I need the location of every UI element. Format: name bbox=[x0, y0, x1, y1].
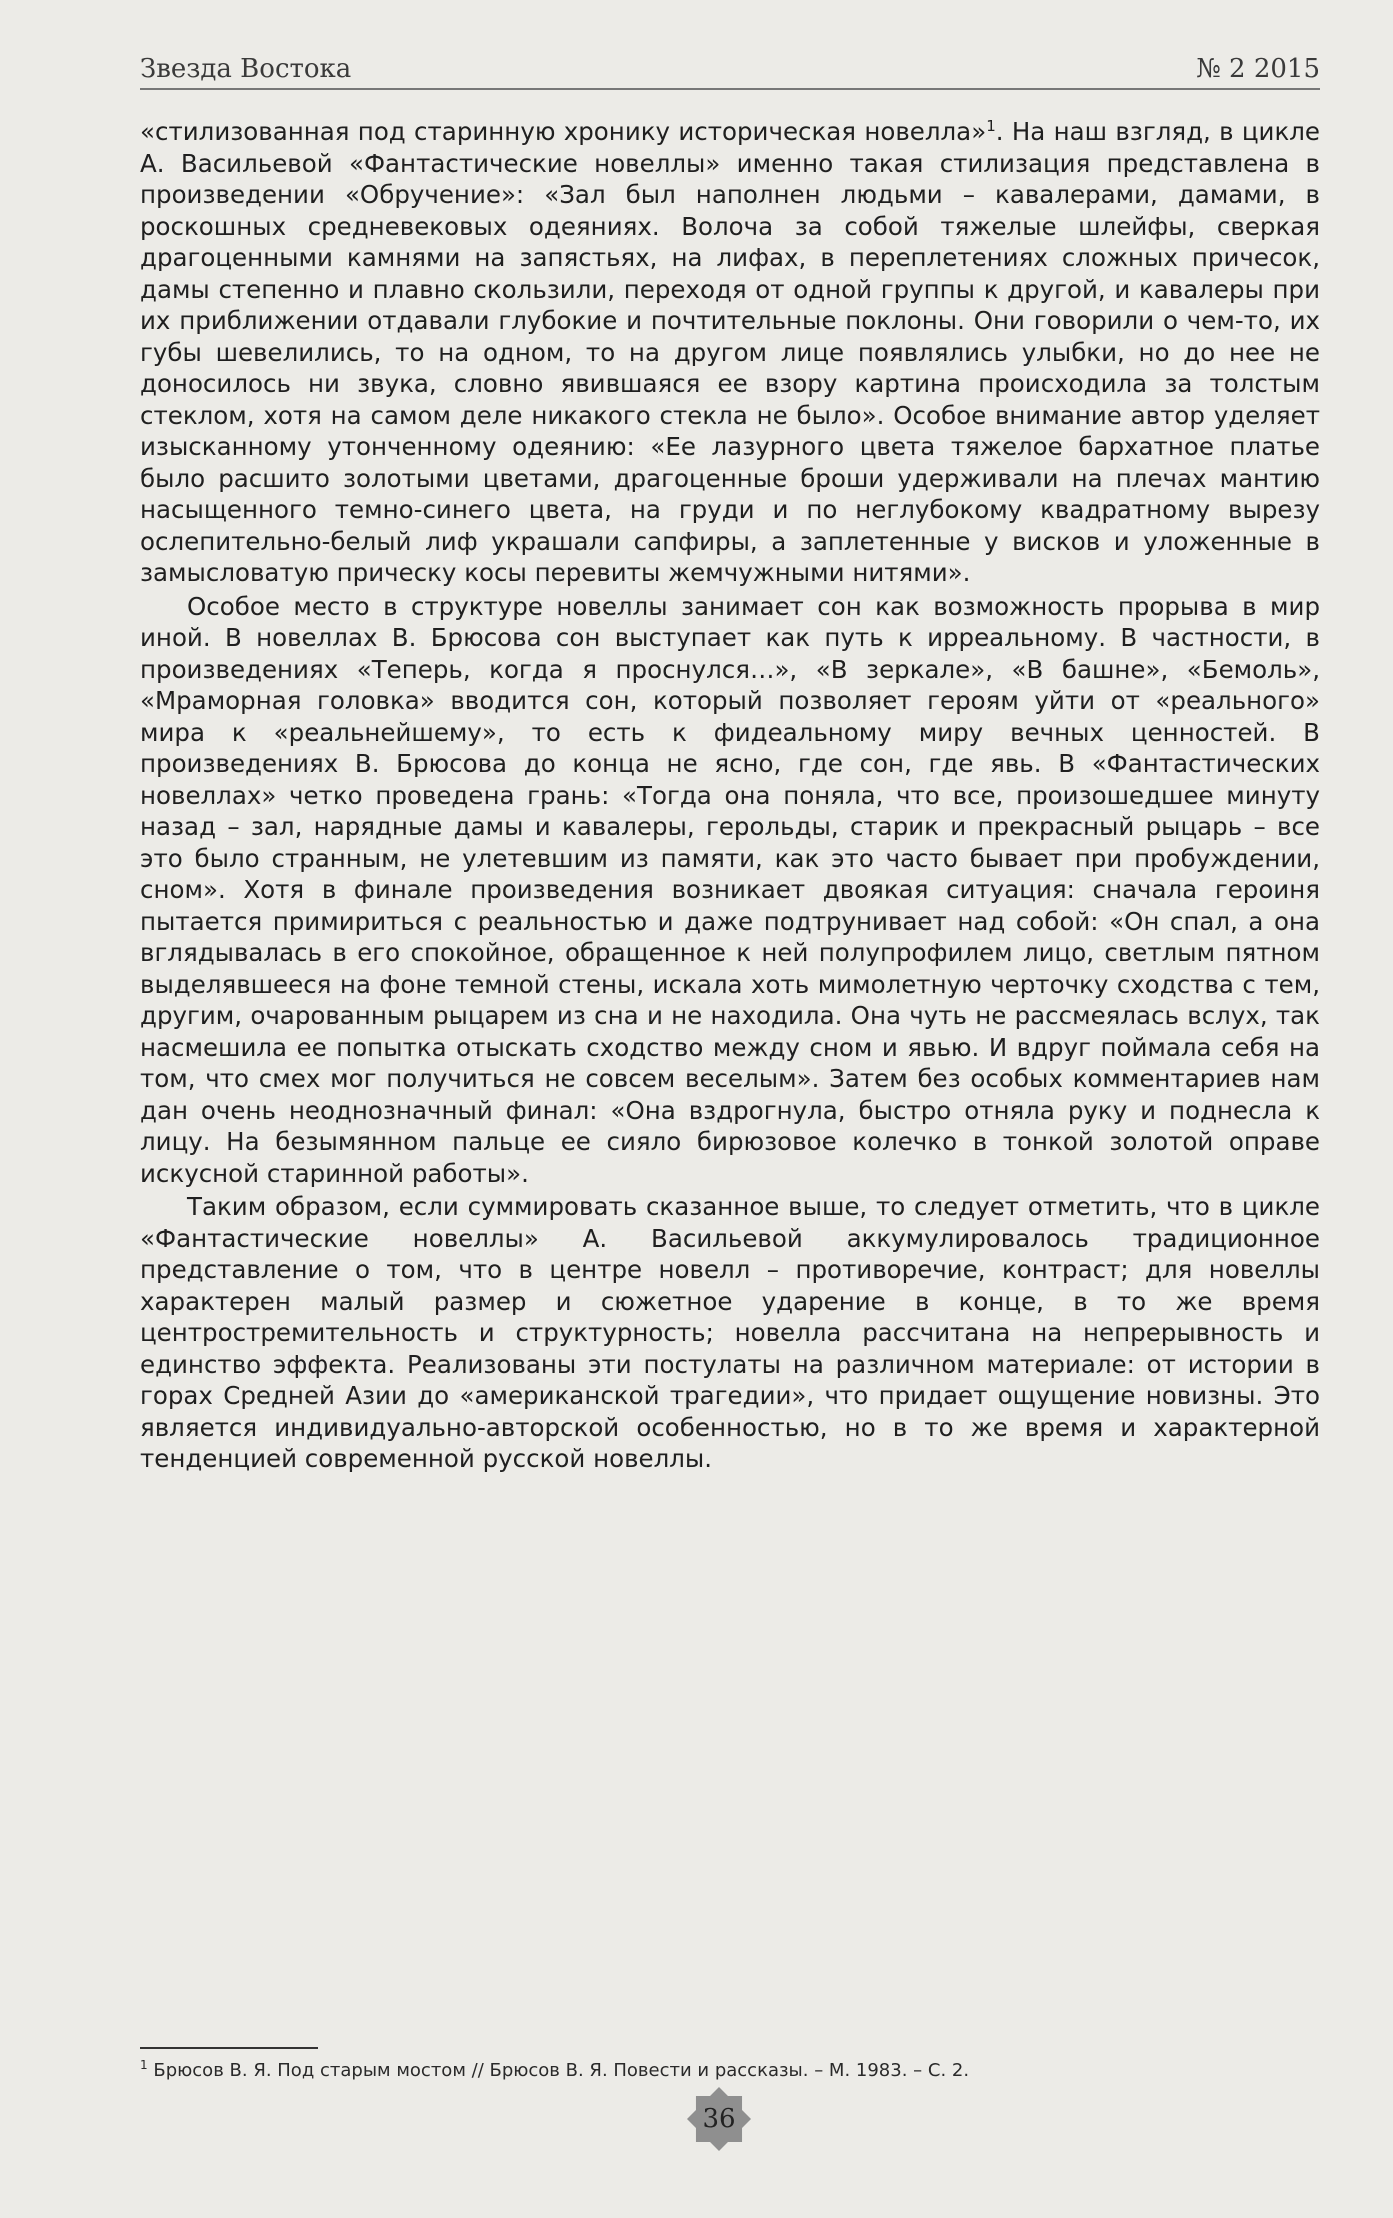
paragraph-3: Таким образом, если суммировать сказанное выше, то следует отметить, что в цикле «Фантастические новеллы» А. Васильевой аккумулировалось традиционное представление о том, что в центре новелл – противоречие, контраст; для новеллы характерен малый размер и сюжетное ударение в конце, в то же время центростремительность и структурность; новелла рассчитана на непрерывность и единство эффекта. Реализованы эти постулаты на различном материале: от истории в горах Средней Азии до «американской трагедии», что придает ощущение новизны. Это является индивидуально-авторской особенностью, но в то же время и характерной тенденцией современной русской новеллы. bbox=[140, 1192, 1320, 1473]
paragraph-2: Особое место в структуре новеллы занимает сон как возможность прорыва в мир иной. В новеллах В. Брюсова сон выступает как путь к ирреальному. В частности, в произведениях «Теперь, когда я проснулся…», «В зеркале», «В башне», «Бемоль», «Мраморная головка» вводится сон, который позволяет героям уйти от «реального» мира к «реальнейшему», то есть к фидеальному миру вечных ценностей. В произведениях В. Брюсова до конца не ясно, где сон, где явь. В «Фантастических новеллах» четко проведена грань: «Тогда она поняла, что все, произошедшее минуту назад – зал, нарядные дамы и кавалеры, герольды, старик и прекрасный рыцарь – все это было странным, не улетевшим из памяти, как это часто бывает при пробуждении, сном». Хотя в финале произведения возникает двоякая ситуация: сначала героиня пытается примириться с реальностью и даже подтрунивает над собой: «Он спал, а она вглядывалась в его спокойное, обращенное к ней полупрофилем лицо, светлым пятном выделявшееся на фоне темной стены, искала хоть мимолетную черточку сходства с тем, другим, очарованным рыцарем из сна и не находила. Она чуть не рассмеялась вслух, так насмешила ее попытка отыскать сходство между сном и явью. И вдруг поймала себя на том, что смех мог получиться не совсем веселым». Затем без особых комментариев нам дан очень неоднозначный финал: «Она вздрогнула, быстро отняла руку и поднесла к лицу. На безымянном пальце ее сияло бирюзовое колечко в тонкой золотой оправе искусной старинной работы». bbox=[140, 591, 1320, 1188]
running-header bbox=[140, 48, 1320, 90]
journal-title: Звезда Востока bbox=[140, 54, 352, 84]
article-body bbox=[140, 116, 1320, 1475]
footnote-ref-1: 1 bbox=[986, 116, 996, 135]
paragraph-1-tail: . На наш взгляд, в цикле А. Васильевой «Фантастические новеллы» именно такая стилизация представлена в произведении «Обручение»: «Зал был наполнен людьми – кавалерами, дамами, в роскошных средневековых одеяниях. Волоча за собой тяжелые шлейфы, сверкая драгоценными камнями на запястьях, на лифах, в переплетениях сложных причесок, дамы степенно и плавно скользили, переходя от одной группы к другой, и кавалеры при их приближении отдавали глубокие и почтительные поклоны. Они говорили о чем-то, их губы шевелились, то на одном, то на другом лице появлялись улыбки, но до нее не доносилось ни звука, словно явившаяся ее взору картина происходила за толстым стеклом, хотя на самом деле никакого стекла не было». Особое внимание автор уделяет изысканному утонченному одеянию: «Ее лазурного цвета тяжелое бархатное платье было расшито золотыми цветами, драгоценные броши удерживали на плечах мантию насыщенного темно-синего цвета, на груди и по неглубокому квадратному вырезу ослепительно-белый лиф украшали сапфиры, а заплетенные у висков и уложенные в замысловатую прическу косы перевиты жемчужными нитями». bbox=[140, 117, 1320, 587]
paragraph-1-text: «стилизованная под старинную хронику историческая новелла» bbox=[140, 117, 987, 146]
footnote-mark: 1 bbox=[140, 2058, 148, 2072]
page-number: 36 bbox=[702, 2104, 736, 2134]
footnote bbox=[140, 2060, 1140, 2081]
page-number-badge bbox=[687, 2087, 751, 2151]
footnote-divider bbox=[140, 2047, 318, 2049]
issue-number: № 2 2015 bbox=[1196, 54, 1320, 84]
paragraph-1 bbox=[140, 116, 1320, 589]
header-divider bbox=[140, 88, 1320, 90]
footnote-text: Брюсов В. Я. Под старым мостом // Брюсов В. Я. Повести и рассказы. – М. 1983. – С. 2. bbox=[147, 2060, 970, 2081]
